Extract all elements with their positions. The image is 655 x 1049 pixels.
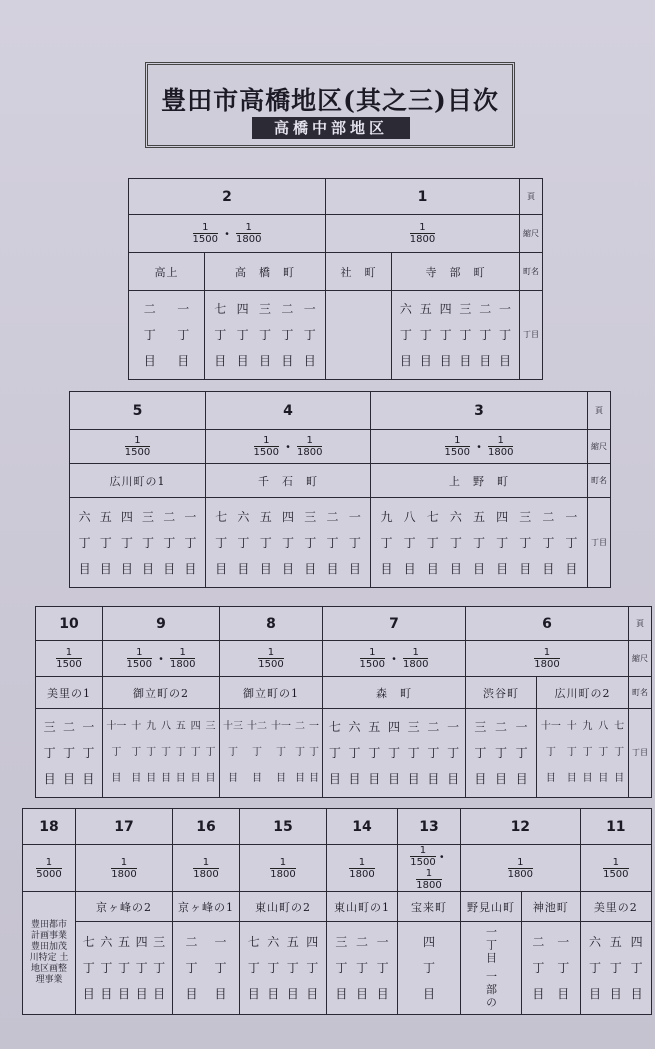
page-number[interactable]: 10 — [36, 607, 103, 641]
town-name: 森 町 — [323, 677, 466, 709]
town-name: 高上 — [129, 253, 205, 291]
scale-fraction: $\frac{1}{1800}$ — [297, 435, 323, 458]
page-number[interactable]: 5 — [70, 392, 206, 430]
scale-fraction: $\frac{1}{1500}$ — [253, 435, 279, 458]
town-name: 上 野 町 — [371, 464, 588, 498]
chome-cell: 七 丁 目 六 丁 目 五 丁 目 四 丁 目 三 丁 目 — [76, 922, 173, 1015]
chome-cell: 七 丁 目 六 丁 目 五 丁 目 四 丁 目 三 丁 目 二 丁 目 一 丁 目 — [323, 709, 466, 798]
chome-cell: 六 丁 目 五 丁 目 四 丁 目 — [580, 922, 651, 1015]
index-table-4 — [22, 808, 652, 1015]
chome-cell: 十三 丁 目 十二 丁 目 十一 丁 目 二 丁 目 一 丁 目 — [220, 709, 323, 798]
scale-fraction: $\frac{1}{1800}$ — [236, 222, 262, 245]
chome-cell: 十一 丁 目 十 丁 目 九 丁 目 八 丁 目 七 丁 目 — [537, 709, 629, 798]
town-name: 高 橋 町 — [205, 253, 326, 291]
scale-cell — [327, 845, 398, 892]
scale-cell: $\frac{1}{1500}$ ・ $\frac{1}{1800}$ — [103, 641, 220, 677]
scale-fraction: $\frac{1}{1800}$ — [193, 856, 219, 880]
town-name: 京ヶ峰の1 — [173, 892, 240, 922]
page-number[interactable]: 1 — [326, 179, 520, 215]
town-name: 寺 部 町 — [392, 253, 520, 291]
town-name: 広川町の1 — [70, 464, 206, 498]
scale-fraction: $\frac{1}{1500}$ — [56, 647, 82, 670]
town-name: 京ヶ峰の2 — [76, 892, 173, 922]
scale-cell — [23, 845, 76, 892]
chome-cell: 七 丁 目 四 丁 目 三 丁 目 二 丁 目 一 丁 目 — [205, 291, 326, 380]
town-name: 御立町の2 — [103, 677, 220, 709]
side-label-scale: 縮尺 — [520, 215, 543, 253]
side-label-scale: 縮尺 — [629, 641, 652, 677]
page-number[interactable]: 11 — [580, 809, 651, 845]
scale-cell — [76, 845, 173, 892]
page-number[interactable]: 6 — [466, 607, 629, 641]
chome-cell: 二 丁 目 一 丁 目 — [129, 291, 205, 380]
town-name: 広川町の2 — [537, 677, 629, 709]
index-table-1 — [128, 178, 543, 380]
page-number[interactable]: 16 — [173, 809, 240, 845]
side-label-scale: 縮尺 — [588, 430, 611, 464]
scale-cell: $\frac{1}{1500}$ ・ $\frac{1}{1800}$ — [206, 430, 371, 464]
scale-cell — [466, 641, 629, 677]
scale-fraction: $\frac{1}{1500}$ — [126, 647, 152, 670]
title-box — [145, 62, 515, 148]
side-label-chome: 丁目 — [629, 709, 652, 798]
side-label-chome: 丁目 — [588, 498, 611, 588]
page-number[interactable]: 17 — [76, 809, 173, 845]
chome-cell: 九 丁 目 八 丁 目 七 丁 目 六 丁 目 五 丁 目 四 丁 目 三 丁 目 二 丁 目 一 丁 目 — [371, 498, 588, 588]
town-name: 宝来町 — [398, 892, 461, 922]
side-label-page: 頁 — [588, 392, 611, 430]
page-number[interactable]: 14 — [327, 809, 398, 845]
town-name: 神池町 — [522, 892, 581, 922]
side-label-page: 頁 — [520, 179, 543, 215]
scale-cell — [70, 430, 206, 464]
side-label-page: 頁 — [629, 607, 652, 641]
scale-fraction: $\frac{1}{1500}$ — [258, 647, 284, 670]
scale-fraction: $\frac{1}{1800}$ — [534, 647, 560, 670]
page-number[interactable]: 4 — [206, 392, 371, 430]
chome-cell: 六 丁 目 五 丁 目 四 丁 目 三 丁 目 二 丁 目 一 丁 目 — [70, 498, 206, 588]
scale-cell: $\frac{1}{1500}$ ・ $\frac{1}{1800}$ — [323, 641, 466, 677]
scale-fraction: $\frac{1}{1500}$ — [192, 222, 218, 245]
scale-fraction: $\frac{1}{1800}$ — [403, 647, 429, 670]
side-label-town: 町名 — [588, 464, 611, 498]
index-table-2 — [69, 391, 611, 588]
page-subtitle: 高橋中部地区 — [252, 117, 410, 139]
scale-cell — [173, 845, 240, 892]
chome-cell-empty — [326, 291, 392, 380]
page-number[interactable]: 13 — [398, 809, 461, 845]
scale-fraction: $\frac{1}{1800}$ — [111, 856, 137, 880]
scale-cell — [36, 641, 103, 677]
chome-cell-partial: 一丁目 一部の — [461, 922, 522, 1015]
scale-cell — [220, 641, 323, 677]
page-title: 豊田市高橋地区(其之三)目次 — [161, 86, 499, 115]
town-name: 野見山町 — [461, 892, 522, 922]
project-note: 豊田都市計画事業 豊田加茂川特定 土地区画整理事業 — [23, 892, 76, 1015]
town-name: 東山町の1 — [327, 892, 398, 922]
side-label-town: 町名 — [520, 253, 543, 291]
chome-cell: 三 丁 目 二 丁 目 一 丁 目 — [327, 922, 398, 1015]
scale-cell — [326, 215, 520, 253]
scale-cell: $\frac{1}{1500}$ ・ $\frac{1}{1800}$ — [398, 845, 461, 892]
page-number[interactable]: 15 — [240, 809, 327, 845]
town-name: 社 町 — [326, 253, 392, 291]
scale-cell — [461, 845, 581, 892]
chome-cell: 七 丁 目 六 丁 目 五 丁 目 四 丁 目 — [240, 922, 327, 1015]
town-name: 渋谷町 — [466, 677, 537, 709]
chome-cell: 三 丁 目 二 丁 目 一 丁 目 — [36, 709, 103, 798]
chome-cell: 十一 丁 目 十 丁 目 九 丁 目 八 丁 目 五 丁 目 四 丁 目 三 丁 目 — [103, 709, 220, 798]
scale-fraction: $\frac{1}{1800}$ — [270, 856, 296, 880]
scale-fraction: $\frac{1}{1500}$ — [603, 856, 629, 880]
scale-cell — [240, 845, 327, 892]
chome-cell: 四 丁 目 — [398, 922, 461, 1015]
page-number[interactable]: 12 — [461, 809, 581, 845]
page-number[interactable]: 3 — [371, 392, 588, 430]
page-number[interactable]: 2 — [129, 179, 326, 215]
side-label-town: 町名 — [629, 677, 652, 709]
scale-cell: $\frac{1}{1500}$ ・ $\frac{1}{1800}$ — [371, 430, 588, 464]
chome-cell: 三 丁 目 二 丁 目 一 丁 目 — [466, 709, 537, 798]
town-name: 美里の1 — [36, 677, 103, 709]
chome-cell: 六 丁 目 五 丁 目 四 丁 目 三 丁 目 二 丁 目 一 丁 目 — [392, 291, 520, 380]
page-number[interactable]: 7 — [323, 607, 466, 641]
town-name: 美里の2 — [580, 892, 651, 922]
scale-fraction: $\frac{1}{1500}$ — [124, 435, 151, 458]
scale-fraction: $\frac{1}{1800}$ — [349, 856, 375, 880]
index-table-3 — [35, 606, 652, 798]
town-name: 千 石 町 — [206, 464, 371, 498]
scale-fraction: $\frac{1}{1800}$ — [416, 868, 442, 891]
scale-cell — [580, 845, 651, 892]
scale-fraction: $\frac{1}{1800}$ — [170, 647, 196, 670]
scale-fraction: $\frac{1}{5000}$ — [36, 856, 62, 880]
side-label-chome: 丁目 — [520, 291, 543, 380]
town-name: 御立町の1 — [220, 677, 323, 709]
scale-fraction: $\frac{1}{1500}$ — [444, 435, 470, 458]
scale-fraction: $\frac{1}{1500}$ — [410, 845, 436, 868]
scale-fraction: $\frac{1}{1800}$ — [409, 222, 436, 245]
chome-cell: 七 丁 目 六 丁 目 五 丁 目 四 丁 目 三 丁 目 二 丁 目 一 丁 目 — [206, 498, 371, 588]
scale-fraction: $\frac{1}{1500}$ — [359, 647, 385, 670]
page-number[interactable]: 18 — [23, 809, 76, 845]
chome-cell: 二 丁 目 一 丁 目 — [173, 922, 240, 1015]
town-name: 東山町の2 — [240, 892, 327, 922]
scale-fraction: $\frac{1}{1800}$ — [488, 435, 514, 458]
scale-cell: $\frac{1}{1500}$ ・ $\frac{1}{1800}$ — [129, 215, 326, 253]
scale-fraction: $\frac{1}{1800}$ — [507, 856, 534, 880]
page-number[interactable]: 9 — [103, 607, 220, 641]
page-number[interactable]: 8 — [220, 607, 323, 641]
chome-cell: 二 丁 目 一 丁 目 — [522, 922, 581, 1015]
